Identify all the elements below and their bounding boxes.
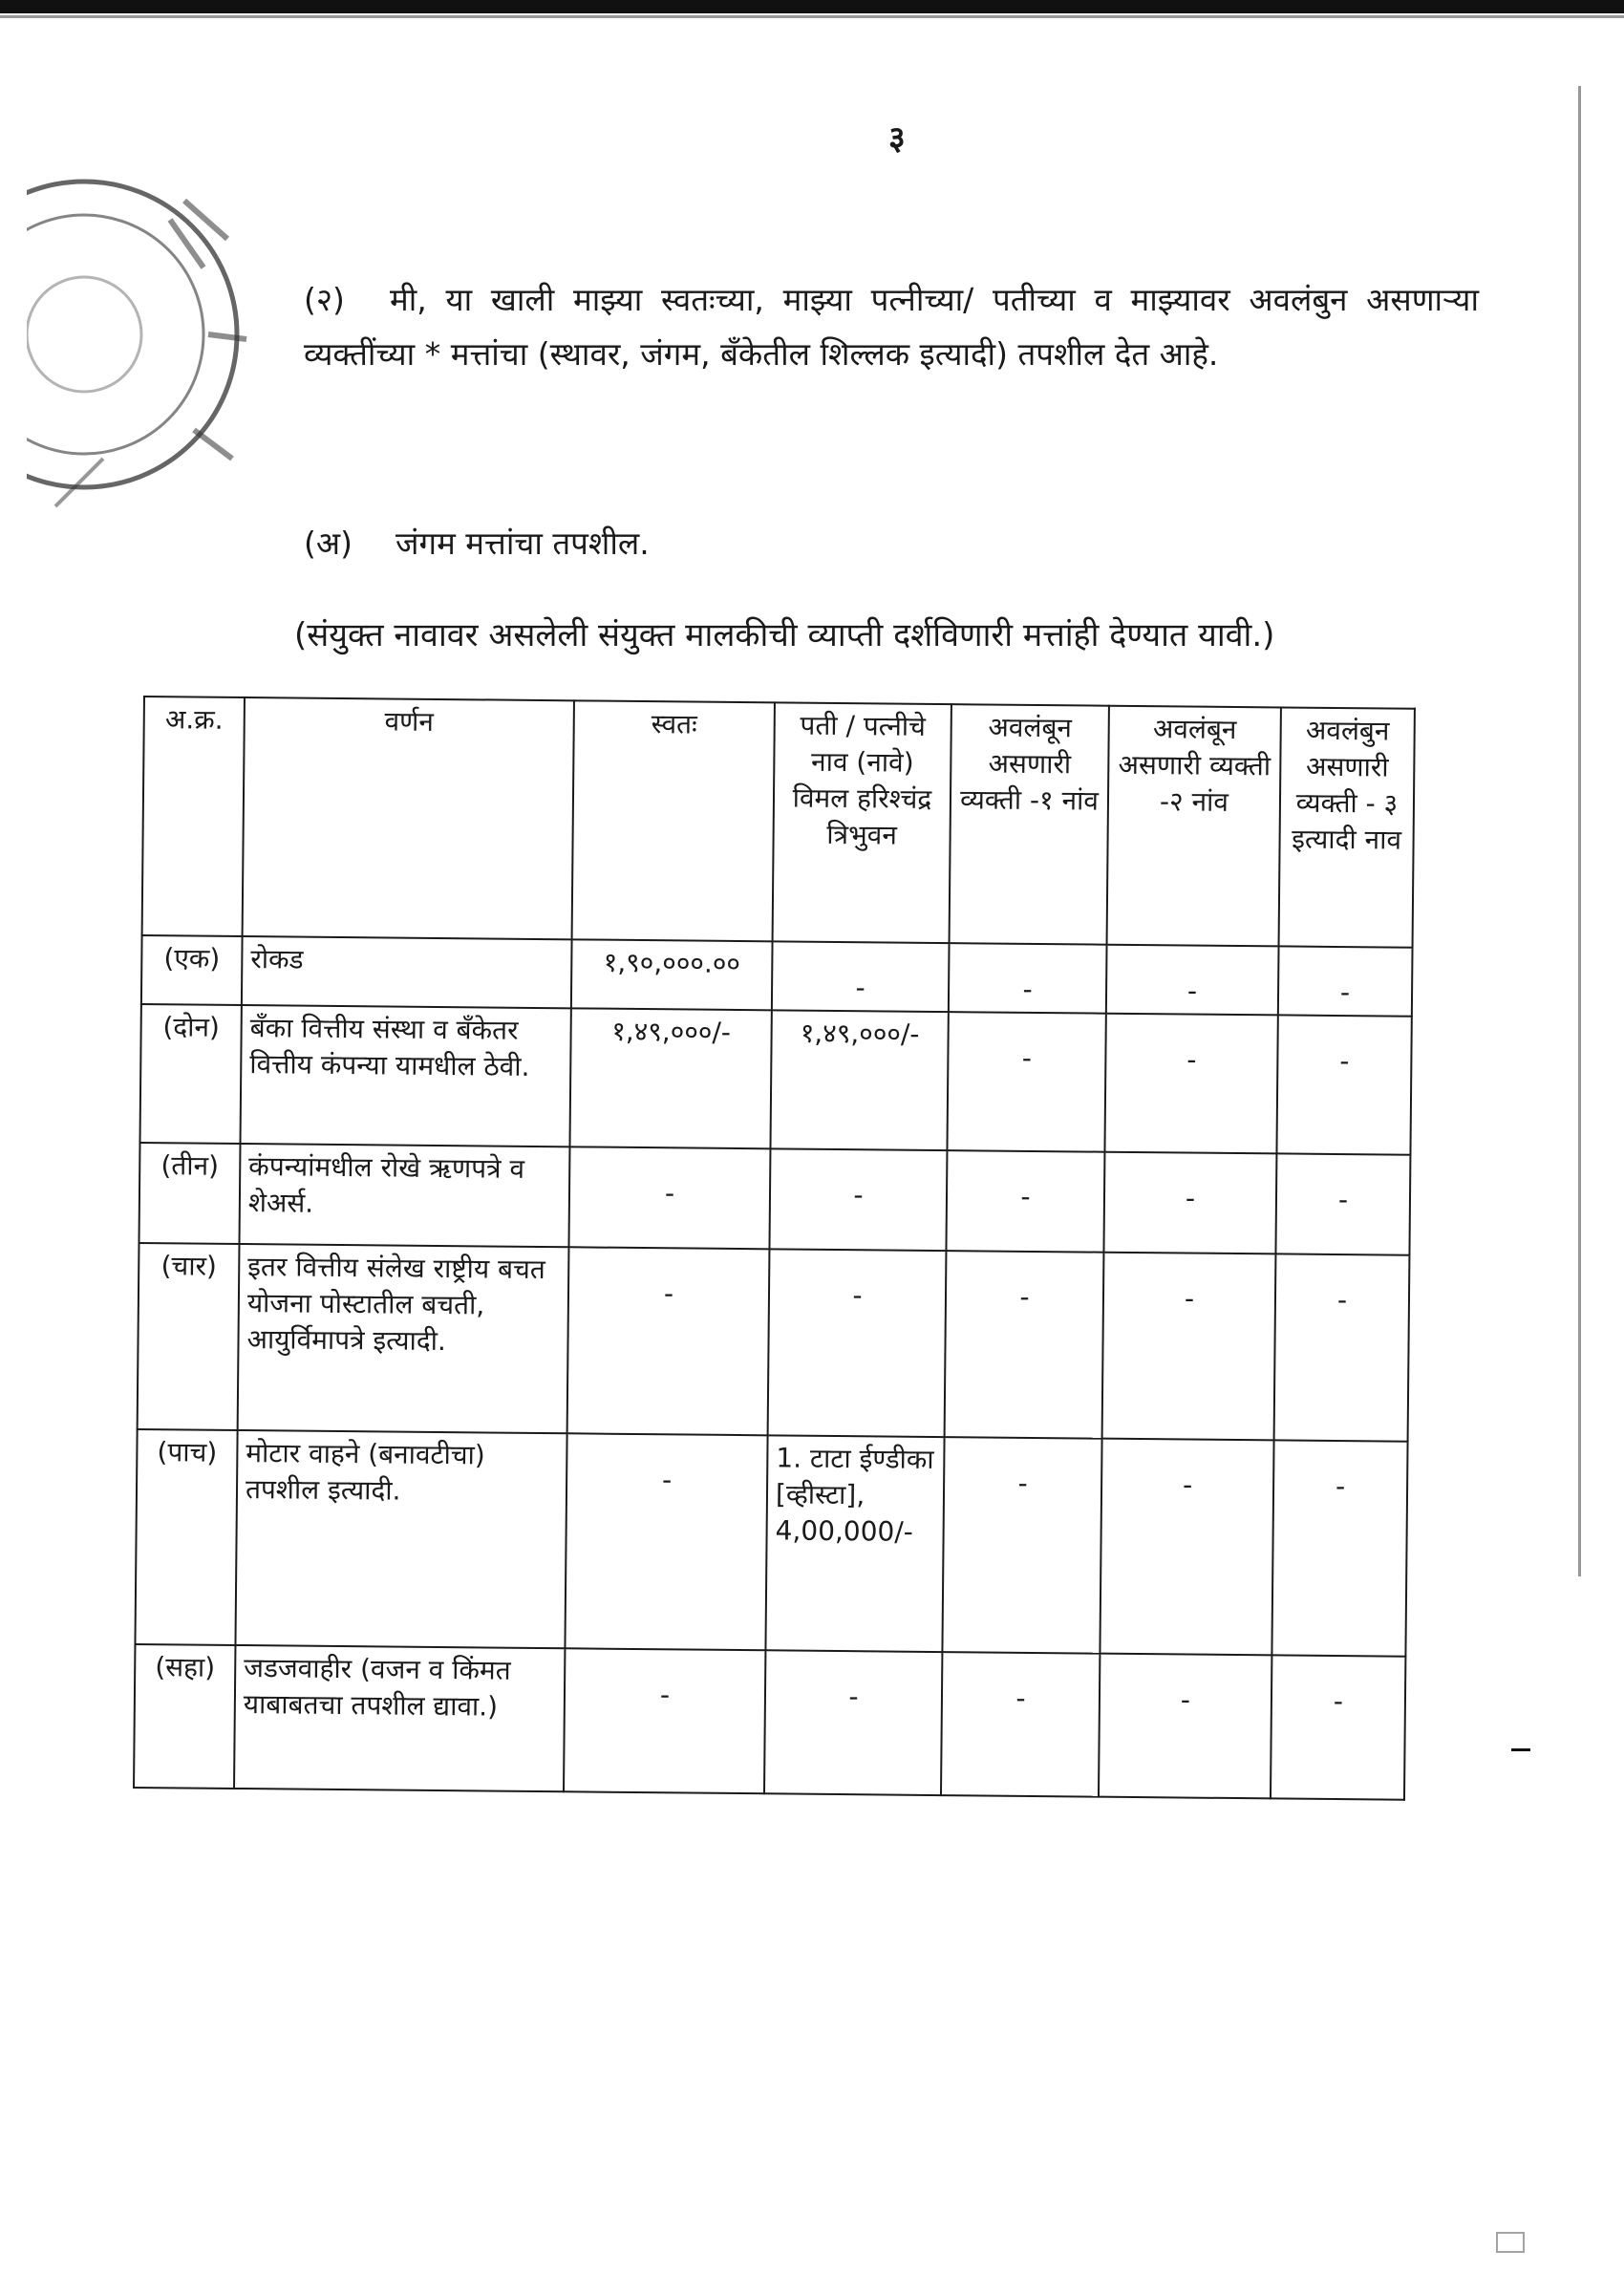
scan-border-top [0, 0, 1624, 13]
scan-right-edge [1578, 86, 1581, 1576]
row-sr: (तीन) [139, 1143, 240, 1244]
row-dependent-3: - [1275, 1153, 1410, 1254]
scan-mark [1511, 1748, 1530, 1751]
row-dependent-2: - [1104, 1014, 1277, 1154]
row-spouse: - [768, 1249, 947, 1437]
row-description: बँका वित्तीय संस्था व बँकेतर वित्तीय कंपन्या यामधील ठेवी. [241, 1005, 571, 1146]
paragraph-text: मी, या खाली माझ्या स्वतःच्या, माझ्या पत्नीच्या/ पतीच्या व माझ्यावर अवलंबुन असणाऱ्या व्यक्तींच्या * मत्तांचा (स्थावर, जंगम, बँकेतील शिल्लक इत्यादी) तपशील देत आहे. [304, 281, 1479, 373]
header-sr: अ.क्र. [142, 696, 245, 936]
header-description: वर्णन [243, 697, 574, 939]
row-description: कंपन्यांमधील रोखे ऋणपत्रे व शेअर्स. [239, 1144, 569, 1247]
note: (संयुक्त नावावर असलेली संयुक्त मालकीची व्याप्ती दर्शविणारी मत्तांही देण्यात यावी.) [294, 616, 1275, 654]
movable-assets-table-wrap [132, 696, 1414, 1883]
row-spouse: - [772, 941, 950, 1012]
table-row [134, 1644, 1405, 1800]
row-dependent-1: - [947, 1012, 1105, 1152]
row-dependent-2: - [1100, 1439, 1273, 1656]
paragraph-number: (२) [304, 281, 345, 318]
row-sr: (पाच) [135, 1429, 237, 1645]
row-dependent-2: - [1099, 1654, 1271, 1799]
row-dependent-1: - [946, 1150, 1104, 1253]
row-spouse: 1. टाटा ईण्डीका [व्हीस्टा], 4,00,000/- [765, 1435, 944, 1652]
table-row [138, 1243, 1410, 1442]
row-self: - [568, 1146, 770, 1249]
header-spouse: पती / पत्नीचे नाव (नावे) विमल हरिश्चंद्र त्रिभुवन [773, 702, 951, 943]
row-dependent-3: - [1276, 1015, 1411, 1154]
subheading-text: जंगम मत्तांचा तपशील. [395, 525, 650, 562]
row-self: - [567, 1247, 770, 1435]
row-self: १,९०,०००.०० [571, 939, 773, 1010]
table-row [135, 1429, 1407, 1657]
row-sr: (दोन) [140, 1004, 242, 1144]
subheading-number: (अ) [304, 525, 353, 562]
subheading [304, 521, 650, 564]
row-dependent-2: - [1102, 1253, 1276, 1441]
row-dependent-2: - [1103, 1152, 1276, 1254]
row-dependent-3: - [1271, 1655, 1405, 1799]
row-description: जडजवाहीर (वजन व किंमत याबाबतचा तपशील द्यावा.) [234, 1645, 565, 1791]
row-description: मोटार वाहने (बनावटीचा) तपशील इत्यादी. [235, 1430, 566, 1648]
table-header-row [142, 696, 1415, 948]
row-dependent-2: - [1106, 945, 1279, 1016]
table-row [140, 1004, 1412, 1155]
row-dependent-1: - [945, 1251, 1104, 1439]
row-dependent-1: - [949, 943, 1107, 1014]
row-spouse: - [764, 1650, 942, 1795]
row-dependent-3: - [1278, 946, 1413, 1016]
row-spouse: १,४९,०००/- [770, 1010, 948, 1150]
seal-stamp [27, 143, 285, 525]
row-dependent-1: - [942, 1437, 1101, 1654]
row-sr: (सहा) [134, 1644, 235, 1789]
table-row [139, 1143, 1410, 1255]
row-self: - [564, 1648, 765, 1793]
scan-corner-mark [1496, 2232, 1525, 2253]
header-dependent-3: अवलंबुन असणारी व्यक्ती - ३ इत्यादी नाव [1279, 707, 1415, 947]
header-dependent-1: अवलंबून असणारी व्यक्ती -१ नांव [950, 704, 1109, 945]
row-self: - [565, 1433, 767, 1650]
scan-border-line [0, 15, 1624, 18]
row-dependent-3: - [1271, 1440, 1407, 1656]
page-number: ३ [888, 119, 906, 158]
row-self: १,४९,०००/- [569, 1008, 771, 1148]
row-description: इतर वित्तीय संलेख राष्ट्रीय बचत योजना पोस्टातील बचती, आयुर्विमापत्रे इत्यादी. [238, 1244, 569, 1433]
row-dependent-3: - [1274, 1254, 1410, 1441]
header-self: स्वतः [572, 700, 775, 941]
header-dependent-2: अवलंबून असणारी व्यक्ती -२ नांव [1107, 706, 1281, 947]
row-sr: (एक) [141, 935, 243, 1005]
table-row [141, 935, 1413, 1017]
row-dependent-1: - [941, 1652, 1100, 1797]
row-spouse: - [769, 1148, 947, 1251]
row-sr: (चार) [138, 1243, 240, 1430]
row-description: रोकड [242, 936, 572, 1008]
movable-assets-table [133, 696, 1416, 1801]
declaration-paragraph [304, 272, 1479, 381]
